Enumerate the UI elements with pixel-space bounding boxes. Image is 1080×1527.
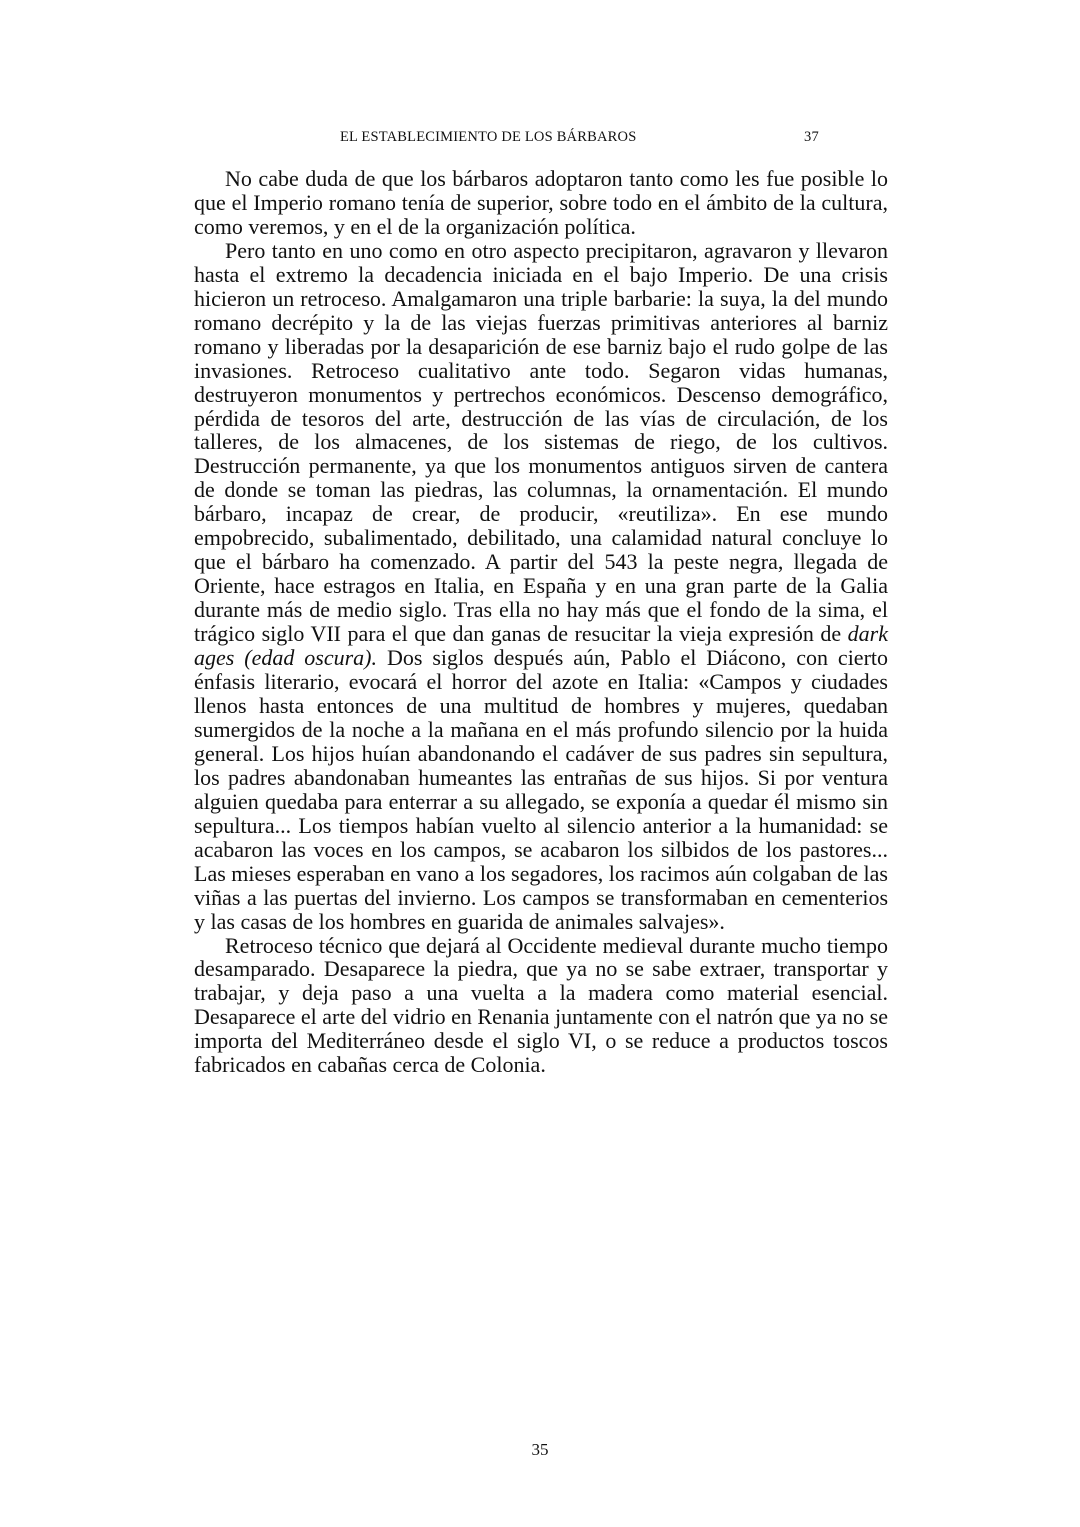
- page-folio: 35: [531, 1440, 549, 1459]
- running-page-number: 37: [804, 129, 819, 145]
- paragraph-1: [194, 167, 888, 239]
- paragraph-2: [194, 239, 888, 934]
- paragraph-2-italic-term: dark ages (edad oscura).: [194, 621, 888, 671]
- paragraph-1-text: No cabe duda de que los bárbaros adoptaron tanto como les fue posible lo que el Imperio romano tenía de superior, sobre todo en el ámbito de la cultura, como veremos, y en el de la organización política.: [194, 166, 888, 239]
- paragraph-2-text-after: Dos siglos después aún, Pablo el Diácono, con cierto énfasis literario, evocará el horror del azote en Italia: «Campos y ciudades llenos hasta entonces de una multitud de hombres y mujeres, quedaban sumergidos de la noche a la mañana en el más profundo silencio por la huida general. Los hijos huían abandonando el cadáver de sus padres sin sepultura, los padres abandonaban humeantes las entrañas de sus hijos. Si por ventura alguien quedaba para enterrar a su allegado, se exponía a quedar él mismo sin sepultura... Los tiempos habían vuelto al silencio anterior a la humanidad: se acabaron las voces en los campos, se acabaron los silbidos de los pastores... Las mieses esperaban en vano a los segadores, los racimos aún colgaban de las viñas a las puertas del invierno. Los campos se transformaban en cementerios y las casas de los hombres en guarida de animales salvajes».: [194, 645, 889, 934]
- body-text: [194, 167, 888, 1077]
- running-title: EL ESTABLECIMIENTO DE LOS BÁRBAROS: [340, 129, 637, 145]
- running-header: [194, 129, 888, 149]
- paragraph-3: [194, 934, 888, 1078]
- paragraph-3-text: Retroceso técnico que dejará al Occidente medieval durante mucho tiempo desamparado. Desaparece la piedra, que ya no se sabe extraer, transportar y trabajar, y deja paso a una vuelta a la madera como material esencial. Desaparece el arte del vidrio en Renania juntamente con el natrón que ya no se importa del Mediterráneo desde el siglo VI, o se reduce a productos toscos fabricados en cabañas cerca de Colonia.: [194, 932, 888, 1078]
- paragraph-2-text: Pero tanto en uno como en otro aspecto precipitaron, agravaron y llevaron hasta el extremo la decadencia iniciada en el bajo Imperio. De una crisis hicieron un retroceso. Amalgamaron una triple barbarie: la suya, la del mundo romano decrépito y la de las viejas fuerzas primitivas anteriores al barniz romano y liberadas por la desaparición de ese barniz bajo el rudo golpe de las invasiones. Retroceso cualitativo ante todo. Segaron vidas humanas, destruyeron monumentos y pertrechos económicos. Descenso demográfico, pérdida de tesoros del arte, destrucción de las vías de circulación, de los talleres, de los almacenes, de los sistemas de riego, de los cultivos. Destrucción permanente, ya que los monumentos antiguos sirven de cantera de donde se toman las piedras, las columnas, la ornamentación. El mundo bárbaro, incapaz de crear, de producir, «reutiliza». En ese mundo empobrecido, subalimentado, debilitado, una calamidad natural concluye lo que el bárbaro ha comenzado. A partir del 543 la peste negra, llegada de Oriente, hace estragos en Italia, en España y en una gran parte de la Galia durante más de medio siglo. Tras ella no hay más que el fondo de la sima, el trágico siglo VII para el que dan ganas de resucitar la vieja expresión de: [194, 237, 888, 647]
